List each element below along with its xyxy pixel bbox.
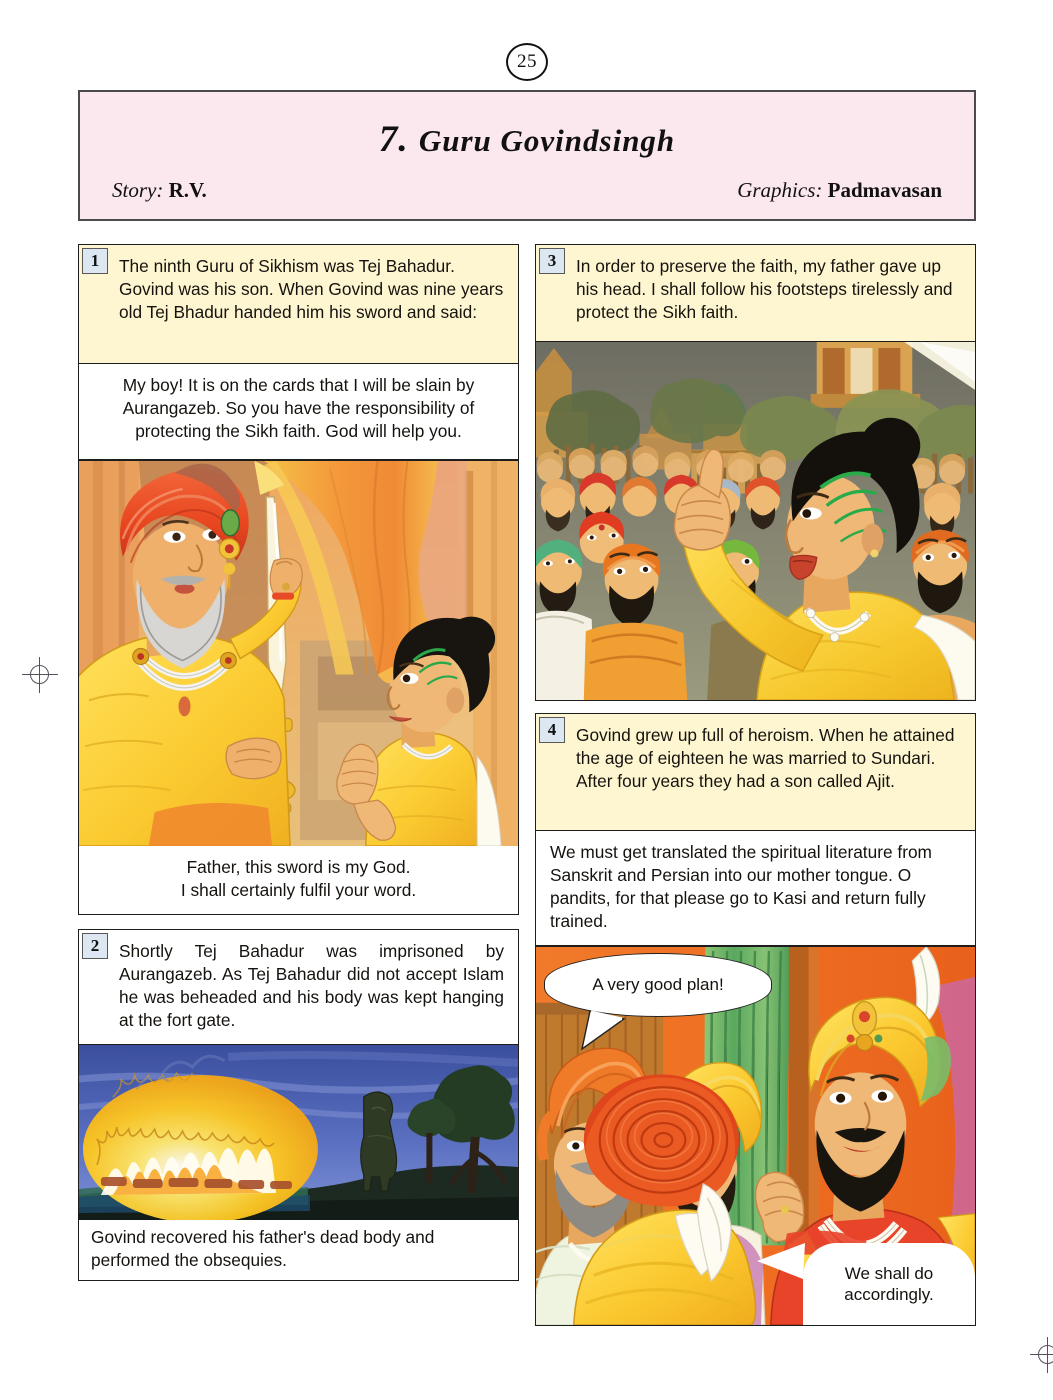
title-text: Guru Govindsingh xyxy=(418,123,676,158)
comic-panel-1 xyxy=(78,244,519,915)
panel-3-artwork-illustration xyxy=(536,342,975,700)
panel-1-caption-line-2: I shall certainly fulfil your word. xyxy=(180,880,417,900)
panel-1-narration-text: The ninth Guru of Sikhism was Tej Bahadur. Govind was his son. When Govind was nine years old Tej Bhadur handed him his sword and said: xyxy=(119,256,504,322)
panel-3-narration-text: In order to preserve the faith, my father gave up his head. I shall follow his footsteps tirelessly and protect the Sikh faith. xyxy=(576,256,953,322)
panel-number-badge-1: 1 xyxy=(82,248,108,274)
panel-1-quote-text: My boy! It is on the cards that I will be slain by Aurangazeb. So you have the responsibility of protecting the Sikh faith. God will help you. xyxy=(122,375,475,441)
panel-1-caption-line-1: Father, this sword is my God. xyxy=(186,857,411,877)
comic-panel-2 xyxy=(78,929,519,1281)
comic-column-left xyxy=(78,244,519,1281)
credit-story-label: Story: xyxy=(112,178,164,202)
comic-grid xyxy=(78,244,976,1322)
registration-horizontal-line xyxy=(22,674,58,675)
speech-balloon-2-tail xyxy=(737,1237,807,1283)
page-number: 25 xyxy=(506,43,548,81)
title-header xyxy=(78,90,976,221)
registration-mark-right xyxy=(1030,1337,1053,1373)
panel-number-badge-3: 3 xyxy=(539,248,565,274)
speech-balloon-a-very-good-plan xyxy=(544,953,772,1017)
panel-1-artwork-illustration xyxy=(79,461,518,846)
panel-2-artwork-illustration xyxy=(79,1045,518,1220)
credit-story xyxy=(112,178,207,203)
panel-1-quote-box xyxy=(78,364,519,460)
panel-4-narration-box xyxy=(535,713,976,831)
credit-graphics-label: Graphics: xyxy=(737,178,823,202)
comic-column-right xyxy=(535,244,976,1326)
comic-panel-3 xyxy=(535,244,976,701)
speech-balloon-2-line-1: We shall do xyxy=(844,1263,934,1283)
panel-4-quote-box xyxy=(535,831,976,946)
panel-3-artwork xyxy=(535,342,976,701)
panel-2-narration-text: Shortly Tej Bahadur was imprisoned by Aurangazeb. As Tej Bahadur did not accept Islam he was beheaded and his body was kept hanging at the fort gate. xyxy=(119,941,504,1030)
panel-1-artwork xyxy=(78,460,519,846)
registration-horizontal-line xyxy=(1030,1354,1053,1355)
panel-2-caption-box xyxy=(78,1220,519,1281)
panel-2-caption-line-1: Govind recovered his father's dead body and xyxy=(91,1227,435,1247)
panel-4-artwork xyxy=(535,946,976,1326)
speech-balloon-2-line-2: accordingly. xyxy=(844,1285,934,1304)
panel-2-caption-line-2: performed the obsequies. xyxy=(91,1250,287,1270)
speech-balloon-1-tail xyxy=(578,1009,648,1051)
panel-4-quote-text: We must get translated the spiritual literature from Sanskrit and Persian into our mother tongue. O pandits, for that please go to Kasi and return fully trained. xyxy=(550,842,932,931)
registration-mark-left xyxy=(22,657,58,693)
page-title xyxy=(80,118,974,161)
credit-story-value: R.V. xyxy=(168,178,207,202)
panel-number-badge-4: 4 xyxy=(539,717,565,743)
credit-graphics-value: Padmavasan xyxy=(827,178,942,202)
registration-vertical-line xyxy=(1047,1337,1048,1373)
panel-3-narration-box xyxy=(535,244,976,342)
credit-graphics xyxy=(737,178,942,203)
panel-2-narration-box xyxy=(78,929,519,1045)
comic-panel-4 xyxy=(535,713,976,1326)
panel-2-artwork xyxy=(78,1045,519,1220)
speech-balloon-we-shall-do-accordingly xyxy=(803,1243,975,1325)
title-number: 7. xyxy=(378,119,409,160)
speech-balloon-1-text: A very good plan! xyxy=(592,974,724,994)
panel-number-badge-2: 2 xyxy=(82,933,108,959)
registration-vertical-line xyxy=(39,657,40,693)
panel-4-narration-text: Govind grew up full of heroism. When he attained the age of eighteen he was married to Sundari. After four years they had a son called Ajit. xyxy=(576,725,955,791)
panel-1-caption-box xyxy=(78,846,519,915)
panel-1-narration-box xyxy=(78,244,519,364)
